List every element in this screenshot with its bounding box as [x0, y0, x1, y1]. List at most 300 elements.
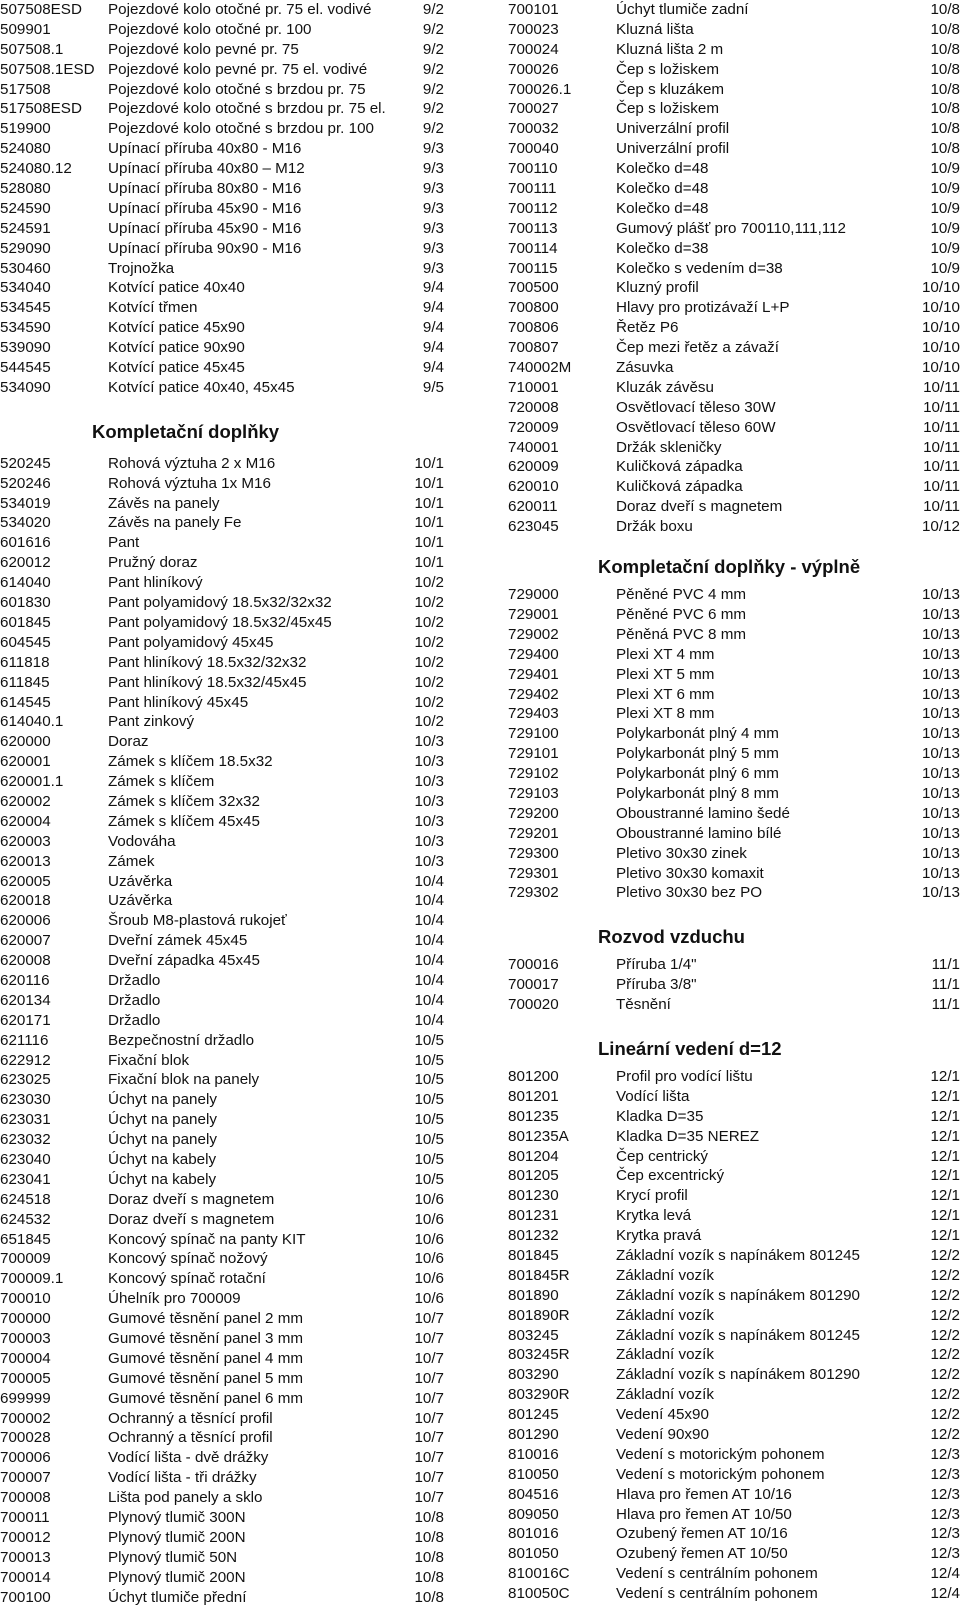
- catalog-row: [0, 891, 452, 911]
- left-column: [0, 0, 452, 1607]
- item-description: Kluzák závěsu: [616, 378, 714, 396]
- catalog-row: [508, 585, 960, 605]
- item-description: Příruba 1/4": [616, 956, 697, 974]
- item-description: Zámek: [108, 852, 155, 870]
- catalog-row: [508, 605, 960, 625]
- item-code: 700010: [0, 1290, 51, 1308]
- item-description: Vodící lišta: [616, 1087, 690, 1105]
- catalog-row: [0, 513, 452, 533]
- item-description: Pojezdové kolo otočné s brzdou pr. 100: [108, 120, 374, 138]
- item-description: Čep s kluzákem: [616, 80, 725, 98]
- item-code: 520245: [0, 454, 51, 472]
- item-description: Pant hliníkový 18.5x32/32x32: [108, 653, 307, 671]
- item-page: 10/8: [930, 40, 960, 58]
- item-description: Úchyt na panely: [108, 1131, 217, 1149]
- catalog-row: [0, 1329, 452, 1349]
- item-page: 10/13: [921, 864, 960, 882]
- item-code: 801016: [508, 1525, 559, 1543]
- catalog-row: [0, 553, 452, 573]
- item-description: Gumové těsnění panel 6 mm: [108, 1389, 304, 1407]
- item-code: 810016C: [508, 1565, 570, 1583]
- item-page: 9/4: [422, 359, 444, 377]
- item-description: Trojnožka: [108, 259, 175, 277]
- item-code: 700012: [0, 1528, 51, 1546]
- catalog-row: [508, 1286, 960, 1306]
- catalog-row: [0, 318, 452, 338]
- item-code: 620134: [0, 991, 51, 1009]
- item-page: 10/6: [414, 1290, 444, 1308]
- item-page: 10/6: [414, 1210, 444, 1228]
- item-description: Plexi XT 8 mm: [616, 705, 715, 723]
- item-description: Hlava pro řemen AT 10/50: [616, 1505, 792, 1523]
- item-page: 9/4: [422, 299, 444, 317]
- item-description: Vedení s centrálním pohonem: [616, 1565, 818, 1583]
- catalog-row: [0, 1190, 452, 1210]
- item-page: 9/4: [422, 339, 444, 357]
- catalog-row: [508, 1505, 960, 1525]
- catalog-row: [508, 704, 960, 724]
- item-description: Dveřní zámek 45x45: [108, 932, 248, 950]
- item-code: 729002: [508, 625, 559, 643]
- item-description: Doraz dveří s magnetem: [616, 498, 783, 516]
- catalog-row: [508, 1485, 960, 1505]
- item-code: 620009: [508, 458, 559, 476]
- catalog-row: [0, 80, 452, 100]
- item-code: 801245: [508, 1406, 559, 1424]
- item-page: 9/2: [422, 60, 444, 78]
- item-code: 700500: [508, 279, 559, 297]
- item-code: 699999: [0, 1389, 51, 1407]
- catalog-row: [0, 1031, 452, 1051]
- item-page: 10/10: [921, 299, 960, 317]
- item-code: 700009: [0, 1250, 51, 1268]
- catalog-row: [508, 1345, 960, 1365]
- item-description: Pojezdové kolo otočné s brzdou pr. 75: [108, 80, 366, 98]
- item-page: 10/4: [414, 991, 444, 1009]
- item-code: 803245: [508, 1326, 559, 1344]
- item-page: 9/4: [422, 319, 444, 337]
- catalog-list: [508, 1067, 960, 1604]
- item-description: Plexi XT 6 mm: [616, 685, 715, 703]
- item-description: Pojezdové kolo pevné pr. 75 el. vodivé: [108, 60, 368, 78]
- catalog-row: [0, 199, 452, 219]
- item-page: 12/2: [930, 1266, 960, 1284]
- catalog-row: [0, 752, 452, 772]
- item-description: Fixační blok: [108, 1051, 190, 1069]
- item-description: Pant hliníkový 18.5x32/45x45: [108, 673, 307, 691]
- catalog-row: [508, 179, 960, 199]
- item-page: 10/13: [921, 884, 960, 902]
- catalog-row: [508, 883, 960, 903]
- item-code: 803290: [508, 1366, 559, 1384]
- catalog-row: [0, 1389, 452, 1409]
- item-code: 729301: [508, 864, 559, 882]
- catalog-row: [0, 259, 452, 279]
- catalog-row: [0, 278, 452, 298]
- item-page: 12/3: [930, 1445, 960, 1463]
- item-page: 9/3: [422, 180, 444, 198]
- item-code: 801235: [508, 1107, 559, 1125]
- item-description: Zásuvka: [616, 359, 674, 377]
- item-description: Plynový tlumič 50N: [108, 1548, 238, 1566]
- item-code: 620171: [0, 1011, 51, 1029]
- item-page: 10/10: [921, 339, 960, 357]
- item-code: 620008: [0, 952, 51, 970]
- item-code: 801845R: [508, 1266, 570, 1284]
- item-page: 10/10: [921, 319, 960, 337]
- item-code: 651845: [0, 1230, 51, 1248]
- item-page: 10/3: [414, 832, 444, 850]
- item-description: Čep s ložiskem: [616, 60, 719, 78]
- item-description: Pojezdové kolo otočné s brzdou pr. 75 el.: [108, 100, 386, 118]
- item-description: Pletivo 30x30 zinek: [616, 844, 747, 862]
- catalog-row: [0, 1409, 452, 1429]
- item-page: 10/11: [923, 398, 960, 416]
- item-description: Hlava pro řemen AT 10/16: [616, 1485, 792, 1503]
- item-description: Čep centrický: [616, 1147, 709, 1165]
- item-description: Bezpečnostní držadlo: [108, 1031, 255, 1049]
- item-page: 10/4: [414, 892, 444, 910]
- item-code: 810016: [508, 1445, 559, 1463]
- item-code: 621116: [0, 1031, 49, 1049]
- catalog-list: [508, 0, 960, 537]
- item-code: 740002M: [508, 359, 572, 377]
- item-code: 700026: [508, 60, 559, 78]
- catalog-row: [0, 1369, 452, 1389]
- item-code: 614040: [0, 574, 51, 592]
- item-page: 10/5: [414, 1111, 444, 1129]
- item-page: 10/7: [414, 1409, 444, 1427]
- item-code: 801890R: [508, 1306, 570, 1324]
- item-page: 10/11: [923, 478, 960, 496]
- item-page: 10/11: [923, 498, 960, 516]
- item-code: 700040: [508, 140, 559, 158]
- catalog-row: [0, 673, 452, 693]
- item-code: 524080.12: [0, 160, 72, 178]
- item-description: Závěs na panely: [108, 494, 220, 512]
- catalog-row: [0, 1249, 452, 1269]
- item-code: 729402: [508, 685, 559, 703]
- item-page: 10/3: [414, 852, 444, 870]
- item-description: Pružný doraz: [108, 554, 198, 572]
- catalog-row: [0, 219, 452, 239]
- item-page: 10/3: [414, 812, 444, 830]
- item-description: Fixační blok na panely: [108, 1071, 260, 1089]
- item-description: Uzávěrka: [108, 892, 173, 910]
- catalog-row: [508, 1166, 960, 1186]
- item-page: 10/9: [930, 239, 960, 257]
- item-description: Krytka levá: [616, 1207, 692, 1225]
- item-page: 12/1: [930, 1127, 960, 1145]
- catalog-row: [508, 199, 960, 219]
- item-description: Vedení s motorickým pohonem: [616, 1445, 825, 1463]
- item-description: Kolečko d=38: [616, 239, 709, 257]
- item-page: 11/1: [931, 956, 960, 974]
- item-description: Ozubený řemen AT 10/50: [616, 1545, 788, 1563]
- catalog-row: [508, 744, 960, 764]
- item-description: Plynový tlumič 200N: [108, 1528, 246, 1546]
- item-code: 810050C: [508, 1585, 570, 1603]
- item-page: 10/5: [414, 1131, 444, 1149]
- item-page: 10/8: [414, 1509, 444, 1527]
- catalog-row: [0, 593, 452, 613]
- item-code: 720008: [508, 398, 559, 416]
- item-page: 10/1: [414, 554, 444, 572]
- catalog-row: [508, 438, 960, 458]
- item-code: 620012: [0, 554, 51, 572]
- item-code: 623030: [0, 1091, 51, 1109]
- item-page: 10/13: [921, 824, 960, 842]
- item-description: Pěněná PVC 8 mm: [616, 625, 746, 643]
- catalog-row: [508, 517, 960, 537]
- item-description: Čep s ložiskem: [616, 100, 719, 118]
- item-code: 507508ESD: [0, 1, 82, 18]
- item-description: Ochranný a těsnící profil: [108, 1429, 273, 1447]
- catalog-row: [0, 0, 452, 20]
- catalog-row: [0, 1349, 452, 1369]
- item-page: 10/10: [921, 279, 960, 297]
- catalog-row: [508, 99, 960, 119]
- item-page: 10/3: [414, 773, 444, 791]
- catalog-row: [508, 1564, 960, 1584]
- item-page: 10/7: [414, 1469, 444, 1487]
- item-page: 10/13: [921, 605, 960, 623]
- catalog-row: [508, 724, 960, 744]
- item-page: 10/8: [930, 140, 960, 158]
- catalog-row: [0, 1448, 452, 1468]
- item-page: 10/4: [414, 971, 444, 989]
- item-code: 624518: [0, 1190, 51, 1208]
- item-code: 801290: [508, 1426, 559, 1443]
- item-code: 524590: [0, 199, 51, 217]
- item-code: 620116: [0, 971, 50, 989]
- item-code: 700023: [508, 20, 559, 38]
- item-code: 801845: [508, 1246, 559, 1264]
- item-page: 12/1: [930, 1147, 960, 1165]
- item-code: 620006: [0, 912, 51, 930]
- item-page: 9/3: [422, 239, 444, 257]
- item-code: 611845: [0, 673, 50, 691]
- item-code: 620018: [0, 892, 51, 910]
- catalog-row: [0, 1051, 452, 1071]
- item-code: 524591: [0, 219, 51, 237]
- item-code: 729201: [508, 824, 559, 842]
- item-page: 10/4: [414, 932, 444, 950]
- item-description: Upínací příruba 40x80 – M12: [108, 160, 305, 178]
- item-description: Pletivo 30x30 komaxit: [616, 864, 764, 882]
- item-code: 729300: [508, 844, 559, 862]
- catalog-row: [508, 1206, 960, 1226]
- item-code: 700100: [0, 1588, 51, 1606]
- item-page: 10/7: [414, 1429, 444, 1447]
- catalog-row: [0, 1269, 452, 1289]
- item-page: 10/6: [414, 1230, 444, 1248]
- item-code: 700111: [508, 180, 557, 198]
- item-code: 519900: [0, 120, 51, 138]
- item-page: 10/2: [414, 613, 444, 631]
- item-code: 801201: [508, 1087, 559, 1105]
- item-page: 10/13: [921, 844, 960, 862]
- catalog-row: [0, 832, 452, 852]
- item-description: Upínací příruba 40x80 - M16: [108, 140, 302, 158]
- item-code: 700032: [508, 120, 559, 138]
- catalog-row: [508, 764, 960, 784]
- item-page: 10/8: [930, 60, 960, 78]
- item-page: 9/2: [422, 40, 444, 58]
- catalog-row: [0, 474, 452, 494]
- item-code: 620007: [0, 932, 51, 950]
- item-description: Pant polyamidový 45x45: [108, 633, 274, 651]
- item-description: Pant: [108, 534, 140, 552]
- item-code: 601830: [0, 594, 51, 612]
- item-code: 729400: [508, 645, 559, 663]
- item-page: 10/12: [921, 518, 960, 536]
- item-code: 517508: [0, 80, 51, 98]
- item-page: 11/1: [931, 976, 960, 994]
- catalog-row: [0, 179, 452, 199]
- item-description: Oboustranné lamino bílé: [616, 824, 782, 842]
- item-code: 700115: [508, 259, 558, 277]
- item-description: Dveřní západka 45x45: [108, 952, 260, 970]
- item-page: 10/11: [923, 418, 960, 436]
- catalog-row: [0, 1528, 452, 1548]
- item-description: Kluzná lišta 2 m: [616, 40, 724, 58]
- catalog-row: [508, 645, 960, 665]
- item-code: 710001: [508, 378, 559, 396]
- catalog-row: [508, 318, 960, 338]
- item-code: 534090: [0, 378, 51, 396]
- item-code: 623045: [508, 518, 559, 536]
- item-description: Polykarbonát plný 4 mm: [616, 725, 779, 743]
- item-description: Držadlo: [108, 1011, 161, 1029]
- catalog-row: [0, 378, 452, 398]
- item-page: 10/4: [414, 952, 444, 970]
- item-description: Kladka D=35: [616, 1107, 704, 1125]
- item-description: Pant hliníkový 45x45: [108, 693, 249, 711]
- item-code: 700017: [508, 976, 559, 994]
- item-page: 10/8: [930, 120, 960, 138]
- item-description: Pletivo 30x30 bez PO: [616, 884, 763, 902]
- item-page: 10/2: [414, 633, 444, 651]
- catalog-row: [508, 259, 960, 279]
- item-description: Krycí profil: [616, 1187, 688, 1205]
- catalog-row: [0, 951, 452, 971]
- item-page: 10/6: [414, 1190, 444, 1208]
- item-description: Doraz: [108, 733, 149, 751]
- spacer: [508, 1015, 960, 1031]
- item-description: Zámek s klíčem: [108, 773, 215, 791]
- item-code: 729100: [508, 725, 559, 743]
- catalog-row: [0, 1090, 452, 1110]
- catalog-row: [508, 20, 960, 40]
- item-page: 9/3: [422, 199, 444, 217]
- catalog-list: [508, 955, 960, 1015]
- item-code: 623040: [0, 1150, 51, 1168]
- section-heading: Kompletační doplňky - výplně: [598, 556, 861, 578]
- item-code: 700101: [508, 1, 559, 18]
- item-page: 10/9: [930, 219, 960, 237]
- catalog-row: [508, 784, 960, 804]
- item-page: 10/5: [414, 1051, 444, 1069]
- item-description: Držák skleničky: [616, 438, 722, 456]
- item-description: Úchyt na panely: [108, 1091, 217, 1109]
- item-description: Základní vozík: [616, 1386, 714, 1404]
- item-description: Závěs na panely Fe: [108, 514, 242, 532]
- item-code: 729001: [508, 605, 559, 623]
- catalog-row: [508, 1186, 960, 1206]
- catalog-row: [508, 1544, 960, 1564]
- catalog-row: [0, 99, 452, 119]
- catalog-list: [0, 454, 452, 1607]
- item-page: 10/2: [414, 594, 444, 612]
- item-code: 507508.1: [0, 40, 64, 58]
- item-page: 12/1: [930, 1087, 960, 1105]
- catalog-row: [508, 418, 960, 438]
- catalog-row: [0, 653, 452, 673]
- item-description: Koncový spínač na panty KIT: [108, 1230, 306, 1248]
- item-description: Rohová výztuha 2 x M16: [108, 454, 276, 472]
- item-description: Kluzná lišta: [616, 20, 694, 38]
- item-description: Upínací příruba 45x90 - M16: [108, 199, 302, 217]
- catalog-row: [508, 139, 960, 159]
- catalog-row: [508, 844, 960, 864]
- catalog-row: [508, 1226, 960, 1246]
- item-description: Gumové těsnění panel 3 mm: [108, 1330, 304, 1347]
- item-page: 10/6: [414, 1250, 444, 1268]
- catalog-row: [0, 573, 452, 593]
- item-code: 539090: [0, 339, 51, 357]
- catalog-row: [0, 20, 452, 40]
- section-heading: Rozvod vzduchu: [598, 926, 745, 948]
- item-page: 10/13: [921, 745, 960, 763]
- catalog-row: [508, 625, 960, 645]
- item-description: Rohová výztuha 1x M16: [108, 474, 271, 492]
- item-code: 700013: [0, 1548, 51, 1566]
- section-heading: Lineární vedení d=12: [598, 1037, 782, 1059]
- item-code: 623032: [0, 1131, 51, 1149]
- item-page: 10/8: [414, 1528, 444, 1546]
- item-page: 10/11: [923, 438, 960, 456]
- catalog-row: [0, 1468, 452, 1488]
- item-page: 12/1: [930, 1227, 960, 1245]
- item-page: 12/4: [930, 1585, 960, 1603]
- catalog-row: [508, 119, 960, 139]
- item-page: 12/1: [930, 1167, 960, 1185]
- item-code: 700000: [0, 1310, 51, 1328]
- catalog-list: [508, 585, 960, 903]
- item-description: Koncový spínač rotační: [108, 1270, 266, 1288]
- item-code: 700007: [0, 1469, 51, 1487]
- catalog-row: [0, 1548, 452, 1568]
- catalog-list: [0, 0, 452, 398]
- item-code: 803245R: [508, 1346, 570, 1364]
- item-description: Pant hliníkový: [108, 574, 203, 592]
- item-description: Držadlo: [108, 971, 161, 989]
- catalog-row: [0, 792, 452, 812]
- item-page: 10/11: [923, 458, 960, 476]
- item-page: 10/5: [414, 1170, 444, 1188]
- catalog-row: [508, 40, 960, 60]
- item-code: 534019: [0, 494, 51, 512]
- item-page: 12/2: [930, 1366, 960, 1384]
- item-code: 700026.1: [508, 80, 572, 98]
- catalog-row: [508, 975, 960, 995]
- item-code: 801235A: [508, 1127, 569, 1145]
- item-page: 12/1: [930, 1187, 960, 1205]
- catalog-row: [0, 613, 452, 633]
- item-description: Kolečko d=48: [616, 199, 709, 217]
- item-code: 700800: [508, 299, 559, 317]
